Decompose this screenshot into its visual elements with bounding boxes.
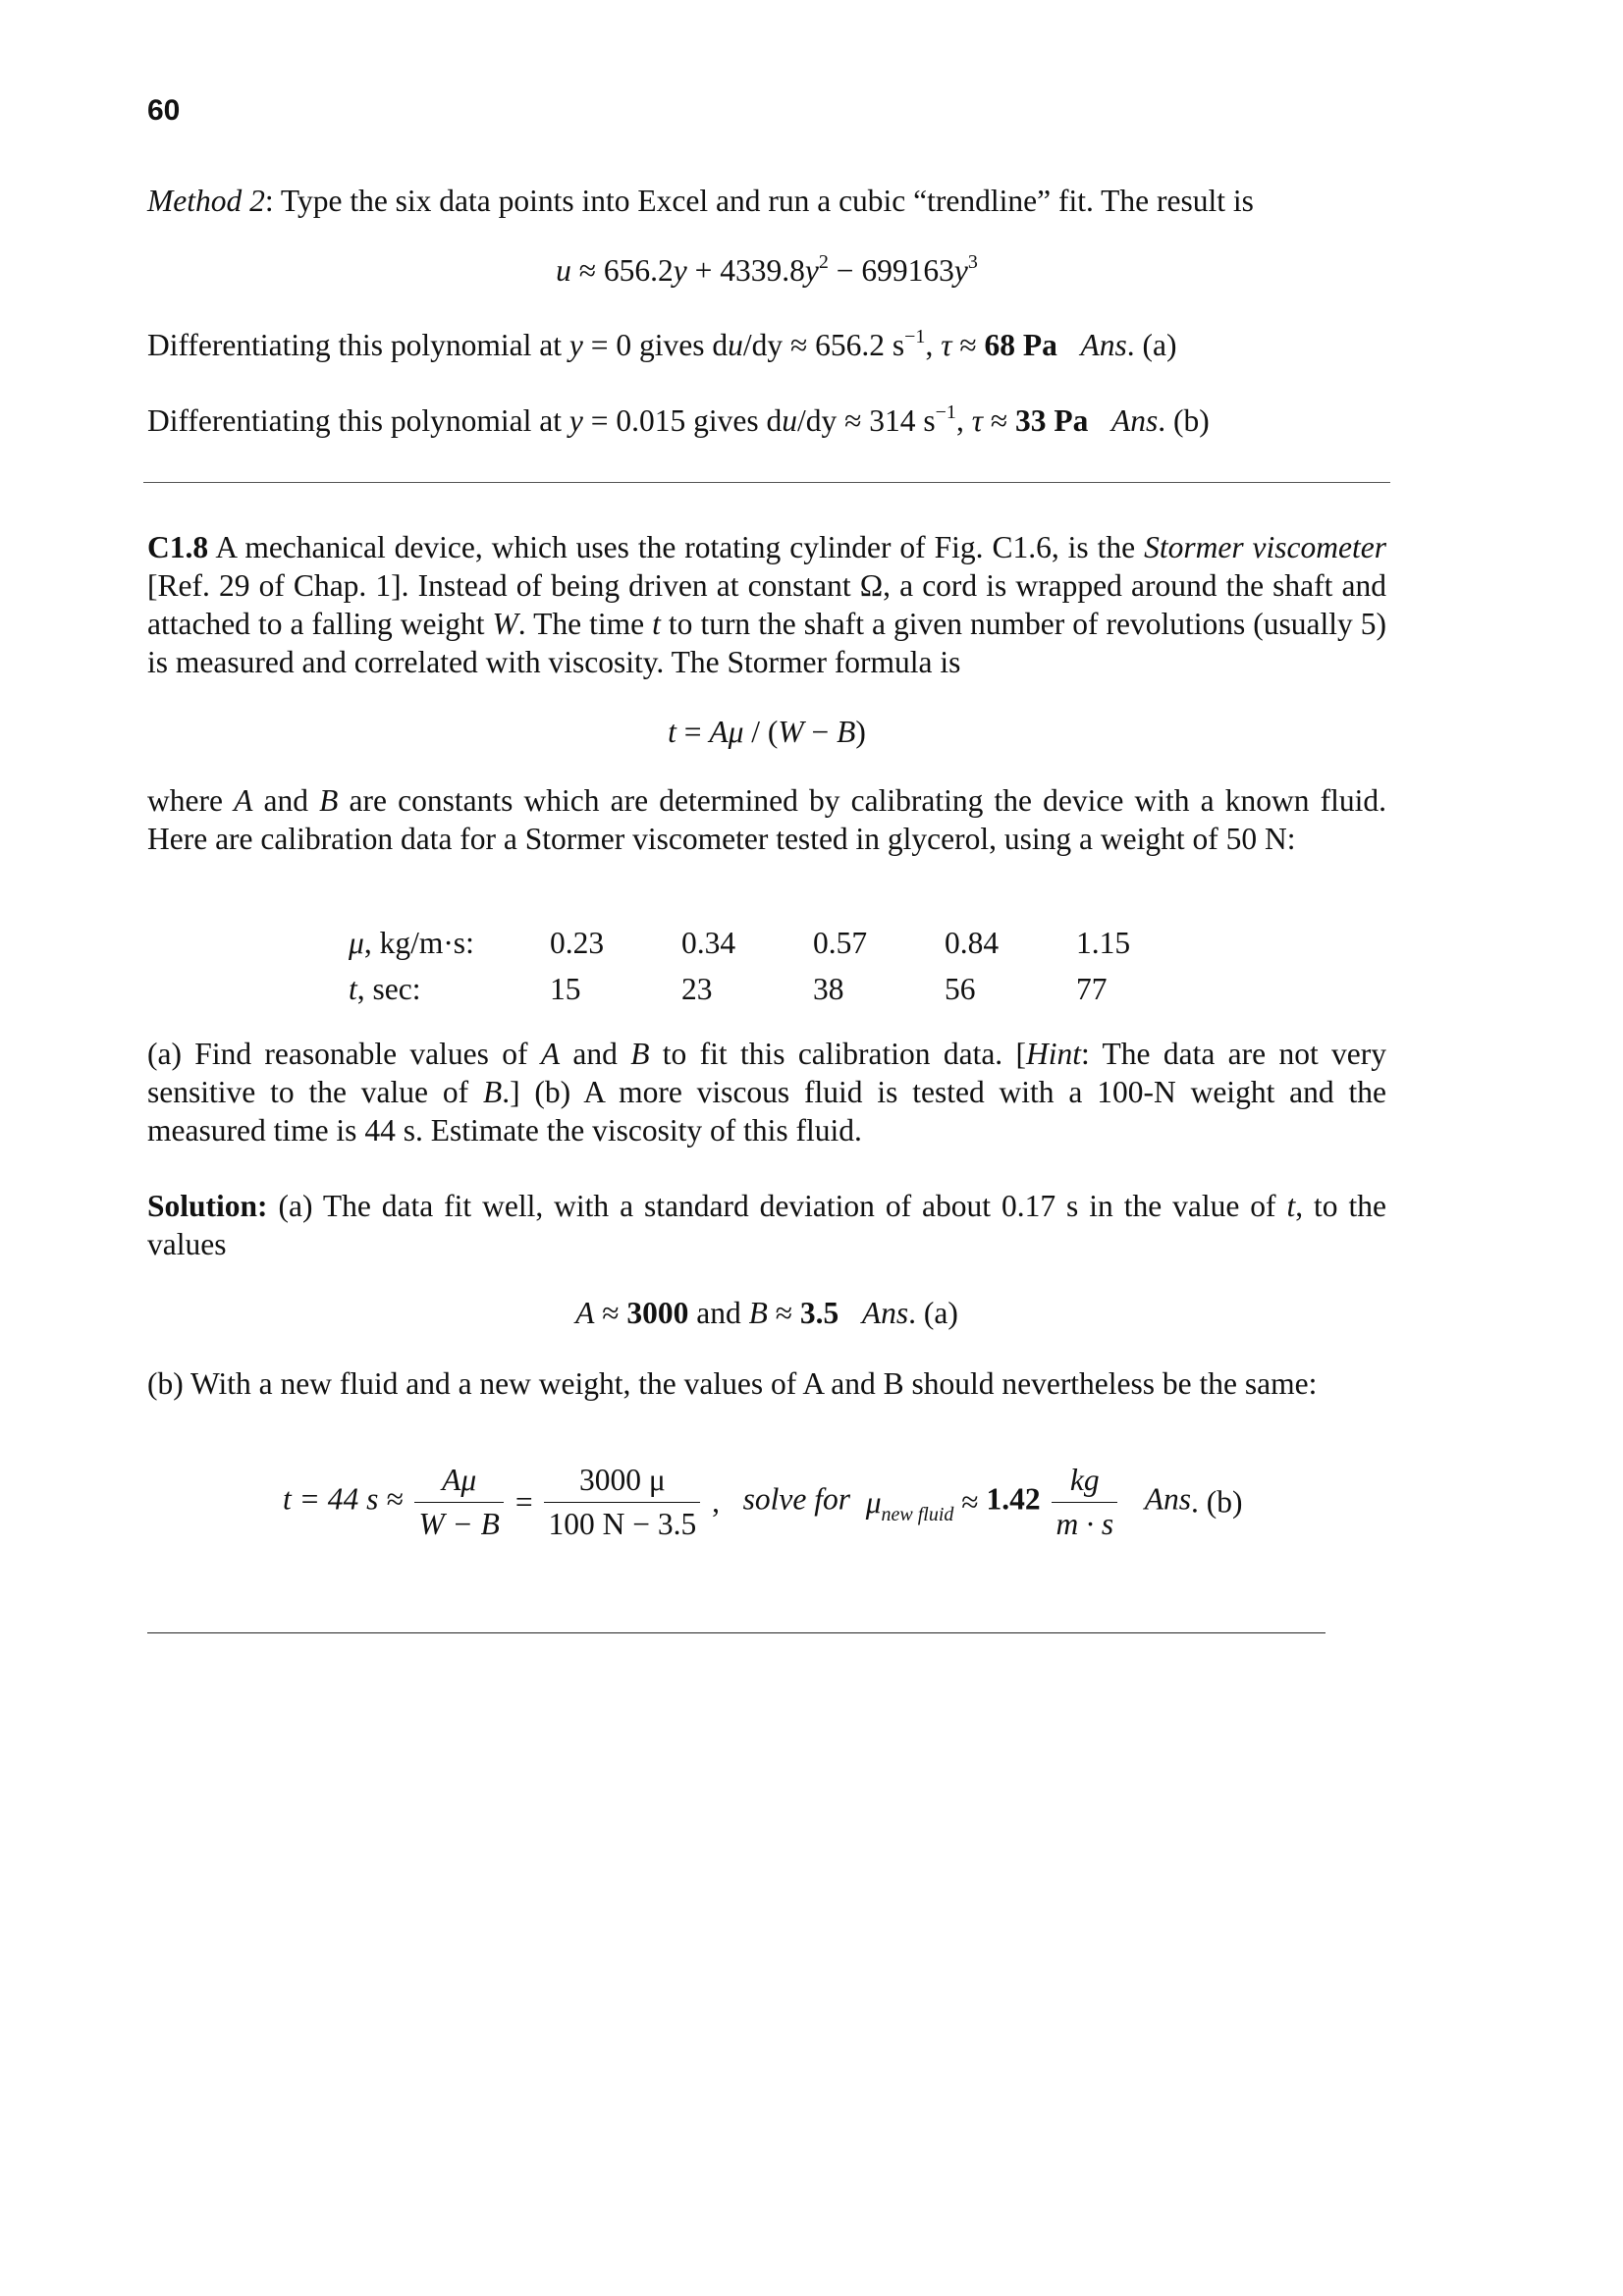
diff-b-rate: /dy ≈ 314 s (796, 403, 936, 438)
where-t3: are constants which are determined by calibrating the device with a known fluid. Here are calibration data for a Stormer viscometer tested in glycerol, using a weight of 50 N: (147, 783, 1387, 856)
final-lhs: t = 44 s ≈ (283, 1481, 404, 1517)
frac1-num: Aμ (414, 1463, 504, 1503)
mu-symbol: μ (349, 925, 364, 960)
final-result: 1.42 (986, 1481, 1041, 1517)
problem-stormer: Stormer viscometer (1144, 530, 1386, 564)
eq-coef3: − 699163 (828, 253, 954, 288)
problem-t1: A mechanical device, which uses the rotating cylinder of Fig. C1.6, is the (208, 530, 1145, 564)
t-symbol: t (349, 971, 357, 1006)
table-row-mu (349, 920, 1208, 966)
section-divider (143, 482, 1390, 483)
t-unit: , sec: (356, 971, 421, 1006)
unit-num: kg (1052, 1463, 1117, 1503)
formula-W: W (778, 715, 804, 749)
table-cell: 77 (1076, 971, 1108, 1006)
problem-t: t (652, 607, 661, 641)
solve-for: solve for (742, 1481, 850, 1517)
fraction-a-mu (414, 1463, 504, 1542)
where-t2: and (252, 783, 320, 818)
diff-b-prefix: Differentiating this polynomial at (147, 403, 569, 438)
diff-a-prefix: Differentiating this polynomial at (147, 328, 569, 362)
diff-b-y: y (568, 403, 583, 438)
problem-statement (147, 528, 1386, 681)
diff-a-tag: . (a) (1126, 328, 1177, 362)
solution-t1: (a) The data fit well, with a standard deviation of about 0.17 s in the value of (267, 1189, 1287, 1223)
where-t1: where (147, 783, 235, 818)
cubic-fit-equation (147, 251, 1386, 291)
problem-id: C1.8 (147, 530, 209, 564)
eq-y3: y (953, 253, 968, 288)
final-mu: μ (865, 1484, 882, 1520)
diff-b-exp: −1 (935, 401, 956, 423)
problem-t4: to turn the shaft a given number of revolutions (usually 5) is measured and correlated with viscosity. The Stormer formula is (147, 607, 1387, 679)
diff-b-tag: . (b) (1158, 403, 1210, 438)
solution-label: Solution: (147, 1189, 268, 1223)
differentiation-line-a (147, 326, 1176, 364)
diff-a-exp: −1 (904, 326, 926, 347)
calibration-table (349, 920, 1208, 1012)
solution-t2: , to the values (147, 1189, 1386, 1261)
formula-minus: − (803, 715, 838, 749)
diff-b-result: 33 Pa (1015, 403, 1089, 438)
solution-t: t (1286, 1189, 1296, 1223)
final-ans: Ans (1144, 1481, 1191, 1517)
end-rule (147, 1632, 1325, 1633)
where-paragraph (147, 781, 1386, 858)
final-eq-sign: = (514, 1484, 533, 1520)
mu-new-fluid (865, 1484, 954, 1525)
frac2-den: 100 N − 3.5 (548, 1507, 697, 1541)
where-B: B (319, 783, 339, 818)
formula-mu: μ (728, 715, 744, 749)
ab-A-val: 3000 (626, 1296, 689, 1330)
ab-A: A (575, 1296, 595, 1330)
table-cell: 23 (681, 971, 713, 1006)
eq-coef1: ≈ 656.2 (570, 253, 674, 288)
frac1-den: W − B (418, 1507, 500, 1541)
table-cell: 0.57 (813, 925, 868, 960)
eq-exp2: 2 (818, 251, 829, 273)
table-cell: 56 (945, 971, 976, 1006)
diff-b-ans: Ans (1111, 403, 1159, 438)
ab-result (147, 1294, 1386, 1333)
eq-u: u (556, 253, 571, 288)
unit-fraction (1052, 1463, 1117, 1542)
solution-paragraph (147, 1187, 1386, 1263)
eq-exp3: 3 (967, 251, 978, 273)
ab-and: and (688, 1296, 749, 1330)
formula-t: t (668, 715, 676, 749)
diff-a-approx: ≈ (951, 328, 985, 362)
ab-tag: . (a) (908, 1296, 958, 1330)
table-row-t (349, 966, 1208, 1012)
ab-ans: Ans (861, 1296, 909, 1330)
stormer-formula (147, 713, 1386, 752)
diff-a-rate: /dy ≈ 656.2 s (742, 328, 905, 362)
ab-approxA: ≈ (594, 1296, 627, 1330)
eq-coef2: + 4339.8 (686, 253, 805, 288)
diff-b-tau: τ (971, 403, 983, 438)
final-comma: , (712, 1484, 720, 1520)
q-A: A (540, 1037, 561, 1071)
diff-a-u: u (728, 328, 743, 362)
diff-a-comma: , (925, 328, 942, 362)
ab-approxB: ≈ (767, 1296, 800, 1330)
q-t3: to fit this calibration data. [ (649, 1037, 1027, 1071)
question-paragraph (147, 1035, 1386, 1149)
diff-b-comma: , (955, 403, 972, 438)
problem-t2: [Ref. 29 of Chap. 1]. Instead of being driven at constant Ω, a cord is wrapped around the shaft and attached to a falling weight (147, 568, 1386, 641)
table-label-t (349, 966, 550, 1012)
formula-B: B (837, 715, 856, 749)
formula-eq: = (676, 715, 710, 749)
final-mu-sub: new fluid (881, 1503, 954, 1525)
table-cell: 0.23 (550, 925, 605, 960)
unit-den: m · s (1055, 1507, 1114, 1541)
diff-a-ans: Ans (1080, 328, 1127, 362)
table-cell: 15 (550, 971, 581, 1006)
page-number: 60 (147, 94, 181, 127)
ab-B-val: 3.5 (799, 1296, 839, 1330)
fraction-3000 (544, 1463, 700, 1542)
problem-t3: . The time (517, 607, 653, 641)
q-t1: (a) Find reasonable values of (147, 1037, 541, 1071)
diff-a-cond: = 0 gives d (582, 328, 729, 362)
ab-B: B (748, 1296, 768, 1330)
q-t2: and (560, 1037, 631, 1071)
formula-slash: / ( (743, 715, 779, 749)
table-cell: 1.15 (1076, 925, 1131, 960)
differentiation-line-b (147, 401, 1210, 440)
table-cell: 38 (813, 971, 844, 1006)
part-b-paragraph: (b) With a new fluid and a new weight, the values of A and B should nevertheless be the same: (147, 1366, 1318, 1401)
table-label-mu (349, 920, 550, 966)
diff-a-result: 68 Pa (984, 328, 1057, 362)
diff-b-approx: ≈ (982, 403, 1016, 438)
where-A: A (234, 783, 253, 818)
table-cell: 0.84 (945, 925, 1000, 960)
formula-A: A (709, 715, 729, 749)
formula-close: ) (855, 715, 866, 749)
diff-a-y: y (568, 328, 583, 362)
method2-label: Method 2 (147, 184, 265, 218)
final-approx: ≈ (953, 1484, 987, 1520)
q-B: B (630, 1037, 650, 1071)
diff-a-tau: τ (941, 328, 952, 362)
diff-b-cond: = 0.015 gives d (582, 403, 783, 438)
method2-text: : Type the six data points into Excel and run a cubic “trendline” fit. The result is (264, 184, 1254, 218)
eq-y2: y (804, 253, 819, 288)
final-tag: . (b) (1190, 1484, 1243, 1520)
q-t5: .] (b) A more viscous fluid is tested with a 100-N weight and the measured time is 44 s. Estimate the viscosity of this fluid. (147, 1075, 1386, 1148)
method2-paragraph (147, 182, 1254, 220)
eq-y1: y (673, 253, 687, 288)
mu-unit: , kg/m·s: (363, 925, 474, 960)
diff-b-u: u (782, 403, 797, 438)
final-equation (283, 1463, 1242, 1542)
table-cell: 0.34 (681, 925, 736, 960)
frac2-num: 3000 μ (544, 1463, 700, 1503)
q-hint: Hint (1026, 1037, 1082, 1071)
q-B2: B (482, 1075, 503, 1109)
q-t4: : The data are not very sensitive to the value of (147, 1037, 1387, 1109)
problem-W: W (492, 607, 518, 641)
